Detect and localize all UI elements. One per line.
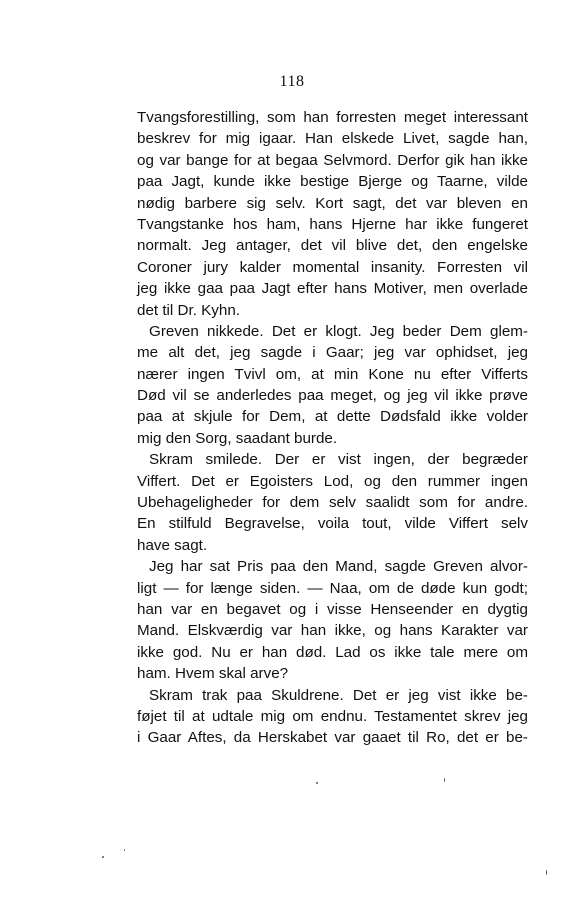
text-line: paa Jagt, kunde ikke bestige Bjerge og Taarne, vilde: [137, 173, 528, 191]
text-line: Mand. Elskværdig var han ikke, og hans Karakter var: [137, 622, 528, 640]
scan-speck: [444, 778, 445, 782]
text-line: Jeg har sat Pris paa den Mand, sagde Greven alvor-: [149, 558, 528, 576]
paragraph: [137, 321, 528, 449]
text-line: Ubehageligheder for dem selv saalidt som for andre.: [137, 494, 528, 512]
text-line: paa at skjule for Dem, at dette Dødsfald ikke volder: [137, 408, 528, 426]
paragraph: [137, 107, 528, 321]
paragraph: [137, 685, 528, 749]
text-line: Tvangsforestilling, som han forresten meget interessant: [137, 109, 528, 126]
text-line: En stilfuld Begravelse, voila tout, vilde Viffert selv: [137, 515, 528, 533]
scan-speck: [546, 870, 547, 875]
paragraph: [137, 449, 528, 556]
text-line: det til Dr. Kyhn.: [137, 301, 240, 319]
text-line: Greven nikkede. Det er klogt. Jeg beder Dem glem-: [149, 322, 528, 340]
text-line: jeg ikke gaa paa Jagt efter hans Motiver, men overlade: [137, 280, 528, 298]
text-line: Coroner jury kalder momental insanity. Forresten vil: [137, 258, 528, 276]
text-line: ligt — for længe siden. — Naa, om de døde kun godt;: [137, 579, 528, 597]
text-line: me alt det, jeg sagde i Gaar; jeg var ophidset, jeg: [137, 344, 528, 362]
text-line: han var en begavet og i visse Henseender en dygtig: [137, 600, 528, 618]
text-line: og var bange for at begaa Selvmord. Derfor gik han ikke: [137, 151, 528, 169]
text-line: normalt. Jeg antager, det vil blive det, den engelske: [137, 237, 528, 255]
text-line: ikke god. Nu er han død. Lad os ikke tale mere om: [137, 643, 528, 661]
text-line: i Gaar Aftes, da Herskabet var gaaet til Ro, det er be-: [137, 729, 528, 747]
body-text: [137, 107, 528, 749]
scan-speck: [102, 856, 104, 858]
text-line: Død vil se anderledes paa meget, og jeg vil ikke prøve: [137, 387, 528, 405]
text-line: Skram trak paa Skuldrene. Det er jeg vist ikke be-: [149, 686, 528, 704]
text-line: Viffert. Det er Egoisters Lod, og den rummer ingen: [137, 472, 528, 490]
scan-speck: [316, 782, 318, 784]
page-number: 118: [279, 73, 305, 90]
text-line: mig den Sorg, saadant burde.: [137, 429, 338, 447]
text-line: Skram smilede. Der er vist ingen, der begræder: [149, 451, 528, 469]
text-line: føjet til at udtale mig om endnu. Testamentet skrev jeg: [137, 707, 528, 725]
text-line: Tvangstanke hos ham, hans Hjerne har ikke fungeret: [137, 215, 528, 233]
text-line: nærer ingen Tvivl om, at min Kone nu efter Vifferts: [137, 365, 528, 383]
text-line: nødig barbere sig selv. Kort sagt, det var bleven en: [137, 194, 528, 212]
text-line: beskrev for mig igaar. Han elskede Livet, sagde han,: [137, 130, 528, 148]
paragraph: [137, 556, 528, 684]
text-line: ham. Hvem skal arve?: [137, 665, 289, 683]
scan-speck: [124, 849, 125, 851]
text-line: have sagt.: [137, 536, 208, 554]
